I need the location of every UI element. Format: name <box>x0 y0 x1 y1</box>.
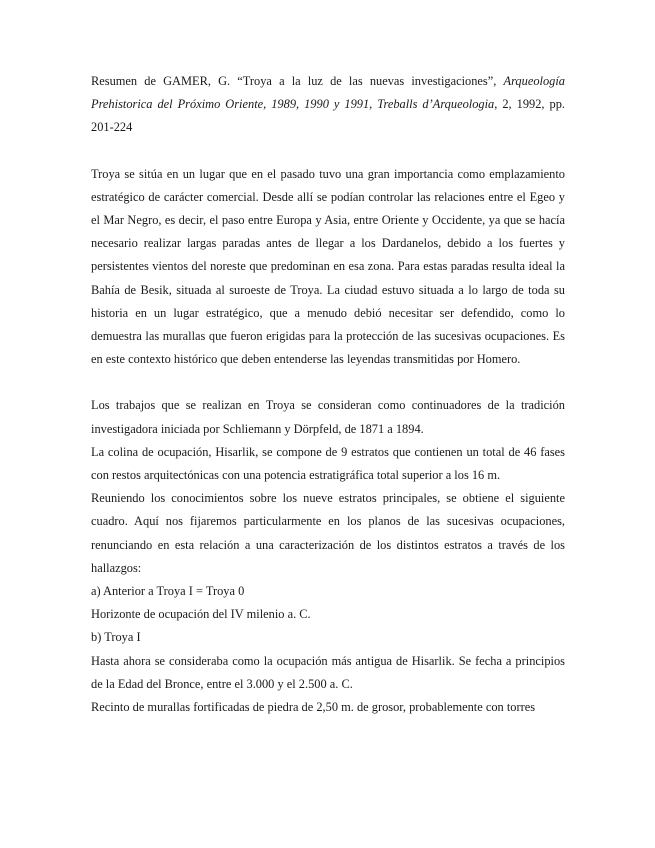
heading-troya-1: b) Troya I <box>91 630 141 645</box>
document-page <box>91 70 565 719</box>
paragraph-overview: Reuniendo los conocimientos sobre los nueve estratos principales, se obtiene el siguiente cuadro. Aquí nos fijaremos particularmente en los planos de las sucesivas ocupaciones, renunciando en esta relación a una caracterización de los distintos estratos a través de los hallazgos: <box>91 491 565 575</box>
paragraph-troya-1-walls: Recinto de murallas fortificadas de piedra de 2,50 m. de grosor, probablemente con torres <box>91 700 536 715</box>
paragraph-troya-1-dating: Hasta ahora se consideraba como la ocupación más antigua de Hisarlik. Se fecha a principios de la Edad del Bronce, entre el 3.000 y el 2.500 a. C. <box>91 653 565 691</box>
bibliographic-citation <box>91 70 565 140</box>
paragraph-stratigraphy: La colina de ocupación, Hisarlik, se compone de 9 estratos que contienen un total de 46 fases con restos arquitectónicas con una potencia estratigráfica total superior a los 16 m. <box>91 444 565 483</box>
heading-troya-0: a) Anterior a Troya I = Troya 0 <box>91 584 245 599</box>
paragraph-troya-0: Horizonte de ocupación del IV milenio a. C. <box>91 607 311 622</box>
citation-series: Treballs d’Arqueologia <box>377 97 495 112</box>
citation-tail: , 2, 1992, pp. 201-224 <box>91 97 565 135</box>
paragraph-research-tradition: Los trabajos que se realizan en Troya se consideran como continuadores de la tradición investigadora iniciada por Schliemann y Dörpfeld, de 1871 a 1894. <box>91 398 565 436</box>
citation-separator: , <box>369 97 378 112</box>
citation-lead: Resumen de GAMER, G. “Troya a la luz de las nuevas investigaciones”, <box>91 74 504 88</box>
paragraph-intro: Troya se sitúa en un lugar que en el pasado tuvo una gran importancia como emplazamiento estratégico de carácter comercial. Desde allí se podían controlar las relaciones entre el Egeo y el Mar Negro, es decir, el paso entre Europa y Asia, entre Oriente y Occidente, ya que se hacía necesario realizar largas paradas antes de llegar a los Dardanelos, debido a los fuertes y persistentes vientos del noreste que predominan en esa zona. Para estas paradas resulta ideal la Bahía de Besik, situada al suroeste de Troya. La ciudad estuvo situada a lo largo de toda su historia en un lugar estratégico, que a menudo debió necesitar ser defendido, como lo demuestra las murallas que fueron erigidas para la protección de las sucesivas ocupaciones. Es en este contexto histórico que deben entenderse las leyendas transmitidas por Homero. <box>91 166 565 367</box>
citation-journal: Arqueología Prehistorica del Próximo Oriente, 1989, 1990 y 1991 <box>91 74 565 112</box>
